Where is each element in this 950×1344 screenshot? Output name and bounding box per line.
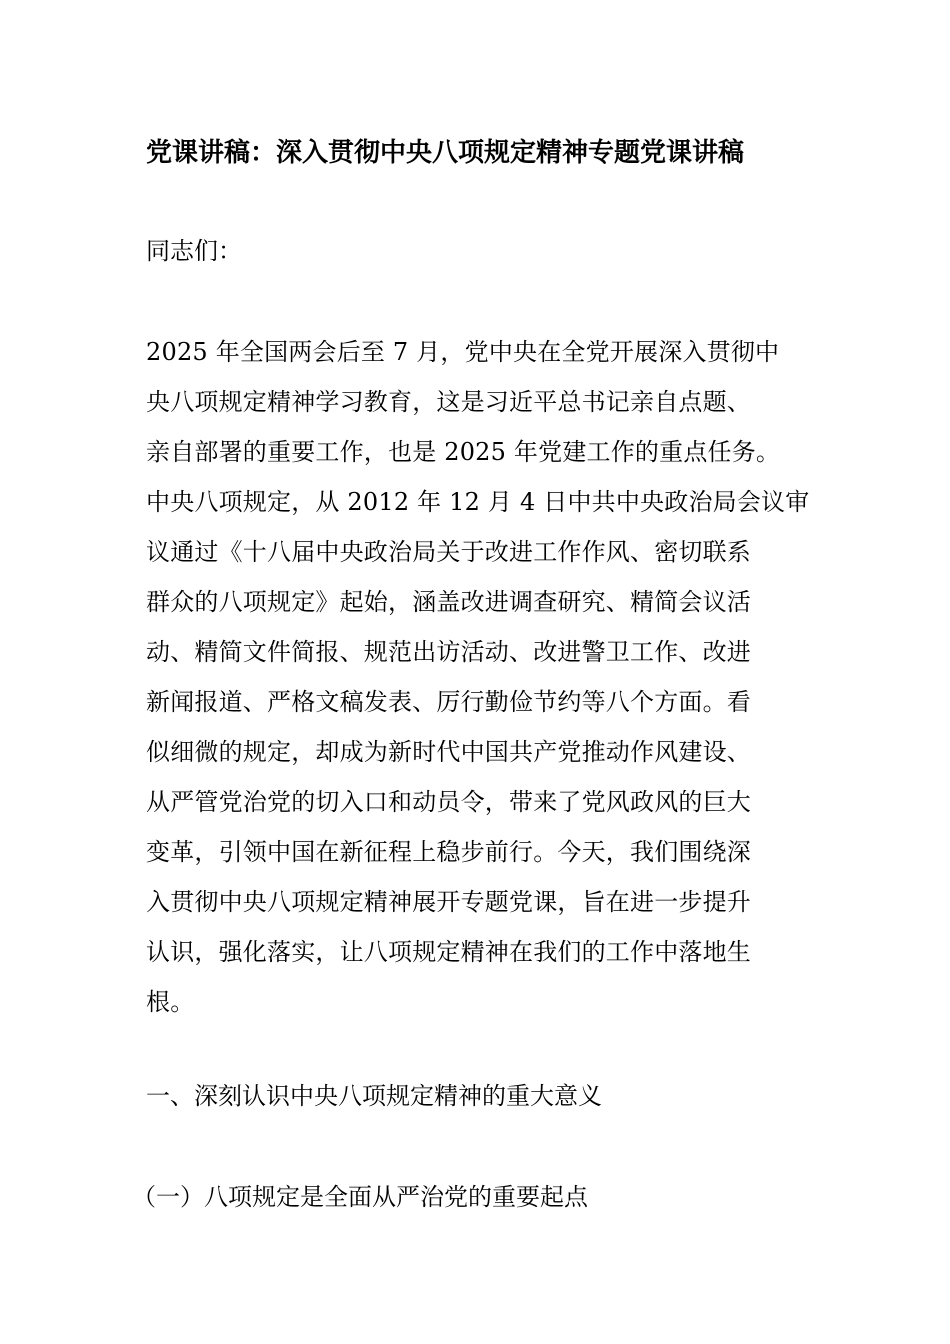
- document-title: 党课讲稿：深入贯彻中央八项规定精神专题党课讲稿: [146, 138, 745, 168]
- paragraph-line: 亲自部署的重要工作，也是 2025 年党建工作的重点任务。: [146, 438, 781, 466]
- paragraph-line: 变革，引领中国在新征程上稳步前行。今天，我们围绕深: [146, 838, 751, 866]
- section-heading: 一、深刻认识中央八项规定精神的重大意义: [146, 1082, 602, 1110]
- paragraph-line: 中央八项规定，从 2012 年 12 月 4 日中共中央政治局会议审: [146, 488, 810, 516]
- paragraph-line: 根。: [146, 988, 195, 1016]
- paragraph-line: 议通过《十八届中央政治局关于改进工作作风、密切联系: [146, 538, 751, 566]
- paragraph-line: 似细微的规定，却成为新时代中国共产党推动作风建设、: [146, 738, 751, 766]
- paragraph-line: 认识，强化落实，让八项规定精神在我们的工作中落地生: [146, 938, 751, 966]
- salutation: 同志们：: [146, 237, 242, 265]
- paragraph-line: 央八项规定精神学习教育，这是习近平总书记亲自点题、: [146, 388, 751, 416]
- intro-paragraph: [146, 331, 810, 1031]
- subsection-heading: （一）八项规定是全面从严治党的重要起点: [132, 1183, 588, 1211]
- paragraph-line: 2025 年全国两会后至 7 月，党中央在全党开展深入贯彻中: [146, 338, 780, 366]
- paragraph-line: 群众的八项规定》起始，涵盖改进调查研究、精简会议活: [146, 588, 751, 616]
- paragraph-line: 入贯彻中央八项规定精神展开专题党课，旨在进一步提升: [146, 888, 751, 916]
- paragraph-line: 新闻报道、严格文稿发表、厉行勤俭节约等八个方面。看: [146, 688, 751, 716]
- paragraph-line: 动、精简文件简报、规范出访活动、改进警卫工作、改进: [146, 638, 751, 666]
- paragraph-line: 从严管党治党的切入口和动员令，带来了党风政风的巨大: [146, 788, 751, 816]
